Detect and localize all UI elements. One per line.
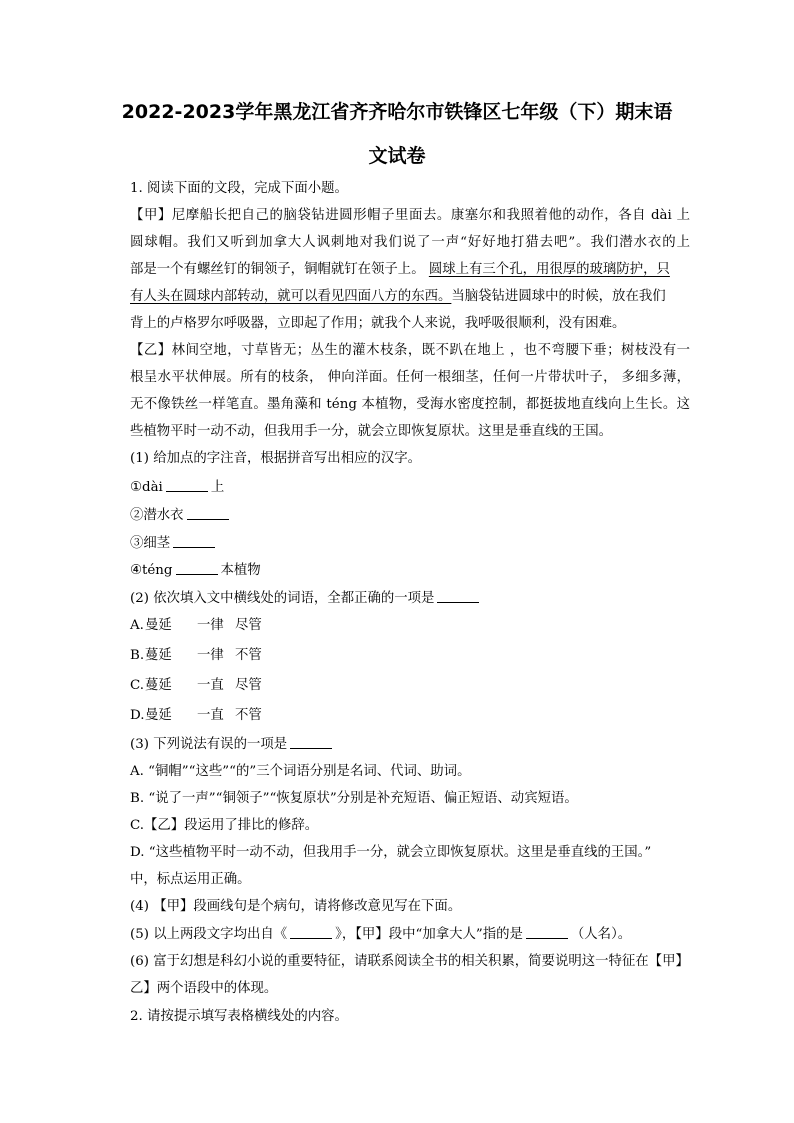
sub-question-3-option-b[interactable]: B. “说了一声”“铜领子”“恢复原状”分别是补充短语、偏正短语、动宾短语。: [130, 791, 578, 806]
item-c-label: ③细茎: [130, 536, 171, 551]
option-word: 蔓延: [145, 678, 172, 693]
sub-question-3-option-a[interactable]: A. “铜帽”“这些”“的”三个词语分别是名词、代词、助词。: [130, 764, 471, 779]
sub-question-5-part1: (5) 以上两段文字均出自《: [130, 927, 288, 942]
option-row[interactable]: [130, 677, 690, 695]
underlined-sentence-part1: 圆球上有三个孔，用很厚的玻璃防护，只: [428, 262, 670, 277]
option-word: 不管: [235, 708, 262, 723]
option-label: C.: [130, 678, 145, 693]
sub-question-1-item-d: [130, 562, 690, 580]
answer-blank[interactable]: [187, 507, 229, 520]
item-a-label: ①dài: [130, 480, 163, 495]
option-word: 曼延: [145, 708, 172, 723]
option-row[interactable]: [130, 707, 690, 725]
passage-yi-line4: 些植物平时一动不动，但我用手一分，就会立即恢复原状。这里是垂直线的王国。: [130, 424, 613, 439]
passage-jia-line4-text: 当脑袋钻进圆球中的时候，放在我们: [451, 289, 666, 304]
option-label: D.: [130, 708, 145, 723]
option-word: 一直: [197, 678, 224, 693]
item-b-label: ②潜水衣: [130, 508, 184, 523]
question-2-heading: 2. 请按提示填写表格横线处的内容。: [130, 1009, 348, 1024]
option-row[interactable]: [130, 647, 690, 665]
item-d-after: 本植物: [220, 563, 261, 578]
sub-question-3-prompt: [130, 736, 690, 754]
answer-blank[interactable]: [166, 479, 208, 492]
sub-question-5-part2: 》，【甲】段中“加拿大人”指的是: [335, 927, 523, 942]
sub-question-3-text: (3) 下列说法有误的一项是: [130, 737, 288, 752]
answer-blank[interactable]: [176, 562, 218, 575]
option-row[interactable]: [130, 617, 690, 635]
sub-question-6-line1: (6) 富于幻想是科幻小说的重要特征，请联系阅读全书的相关积累，简要说明这一特征在【甲】: [130, 954, 689, 969]
sub-question-6-line2: 乙】两个语段中的体现。: [130, 981, 278, 996]
item-d-label: ④téng: [130, 563, 173, 578]
option-word: 一律: [197, 648, 224, 663]
sub-question-5: [130, 926, 690, 944]
sub-question-1-item-b: [130, 507, 690, 525]
option-word: 一直: [197, 708, 224, 723]
sub-question-3-option-d-cont: 中，标点运用正确。: [130, 872, 251, 887]
option-word: 蔓延: [145, 648, 172, 663]
item-a-after: 上: [210, 480, 225, 495]
answer-blank[interactable]: [173, 535, 215, 548]
passage-jia-line5: 背上的卢格罗尔呼吸器，立即起了作用；就我个人来说，我呼吸很顺利，没有困难。: [130, 316, 626, 331]
sub-question-2-prompt: [130, 590, 690, 608]
option-word: 一律: [197, 618, 224, 633]
sub-question-3-option-d[interactable]: D. “这些植物平时一动不动，但我用手一分，就会立即恢复原状。这里是垂直线的王国。”: [130, 845, 652, 860]
sub-question-1-prompt: (1) 给加点的字注音，根据拼音写出相应的汉字。: [130, 451, 422, 466]
option-word: 尽管: [235, 618, 262, 633]
exam-title-line2: 文试卷: [368, 145, 426, 167]
exam-title-line1: 2022-2023学年黑龙江省齐齐哈尔市铁锋区七年级（下）期末语: [121, 101, 673, 123]
option-word: 尽管: [235, 678, 262, 693]
option-label: B.: [130, 648, 145, 663]
sub-question-4: (4) 【甲】段画线句是个病句，请将修改意见写在下面。: [130, 899, 462, 914]
sub-question-1-item-c: [130, 535, 690, 553]
passage-jia-line1: 【甲】尼摩船长把自己的脑袋钻进圆形帽子里面去。康塞尔和我照着他的动作，各自 dài 上: [130, 208, 690, 223]
option-label: A.: [130, 618, 144, 633]
sub-question-2-text: (2) 依次填入文中横线处的词语，全都正确的一项是: [130, 591, 435, 606]
sub-question-3-option-c[interactable]: C.【乙】段运用了排比的修辞。: [130, 818, 319, 833]
passage-yi-line3: 无不像铁丝一样笔直。墨角藻和 téng 本植物，受海水密度控制，都挺拔地直线向上生长。这: [130, 397, 690, 412]
passage-jia-line3: [130, 261, 690, 279]
underlined-sentence-part2: 有人头在圆球内部转动，就可以看见四面八方的东西。: [130, 289, 452, 304]
passage-jia-line2: 圆球帽。我们又听到加拿大人讽刺地对我们说了一声“好好地打猎去吧”。我们潜水衣的上: [130, 235, 690, 250]
answer-blank[interactable]: [290, 926, 332, 939]
passage-yi-line1: 【乙】林间空地，寸草皆无；丛生的灌木枝条，既不趴在地上 ，也不弯腰下垂；树枝没有一: [130, 343, 690, 358]
sub-question-5-part3: （人名）。: [570, 927, 632, 942]
passage-jia-line3-text: 部是一个有螺丝钉的铜领子，铜帽就钉在领子上。: [130, 262, 425, 277]
question-1-heading: 1. 阅读下面的文段，完成下面小题。: [130, 181, 348, 196]
answer-blank[interactable]: [290, 736, 332, 749]
option-word: 不管: [235, 648, 262, 663]
sub-question-1-item-a: [130, 479, 690, 497]
answer-blank[interactable]: [526, 926, 568, 939]
passage-jia-line4: [130, 288, 690, 306]
option-word: 曼延: [145, 618, 172, 633]
answer-blank[interactable]: [437, 590, 479, 603]
passage-yi-line2: 根呈水平状伸展。所有的枝条， 伸向洋面。任何一根细茎，任何一片带状叶子， 多细多薄，: [130, 370, 690, 385]
